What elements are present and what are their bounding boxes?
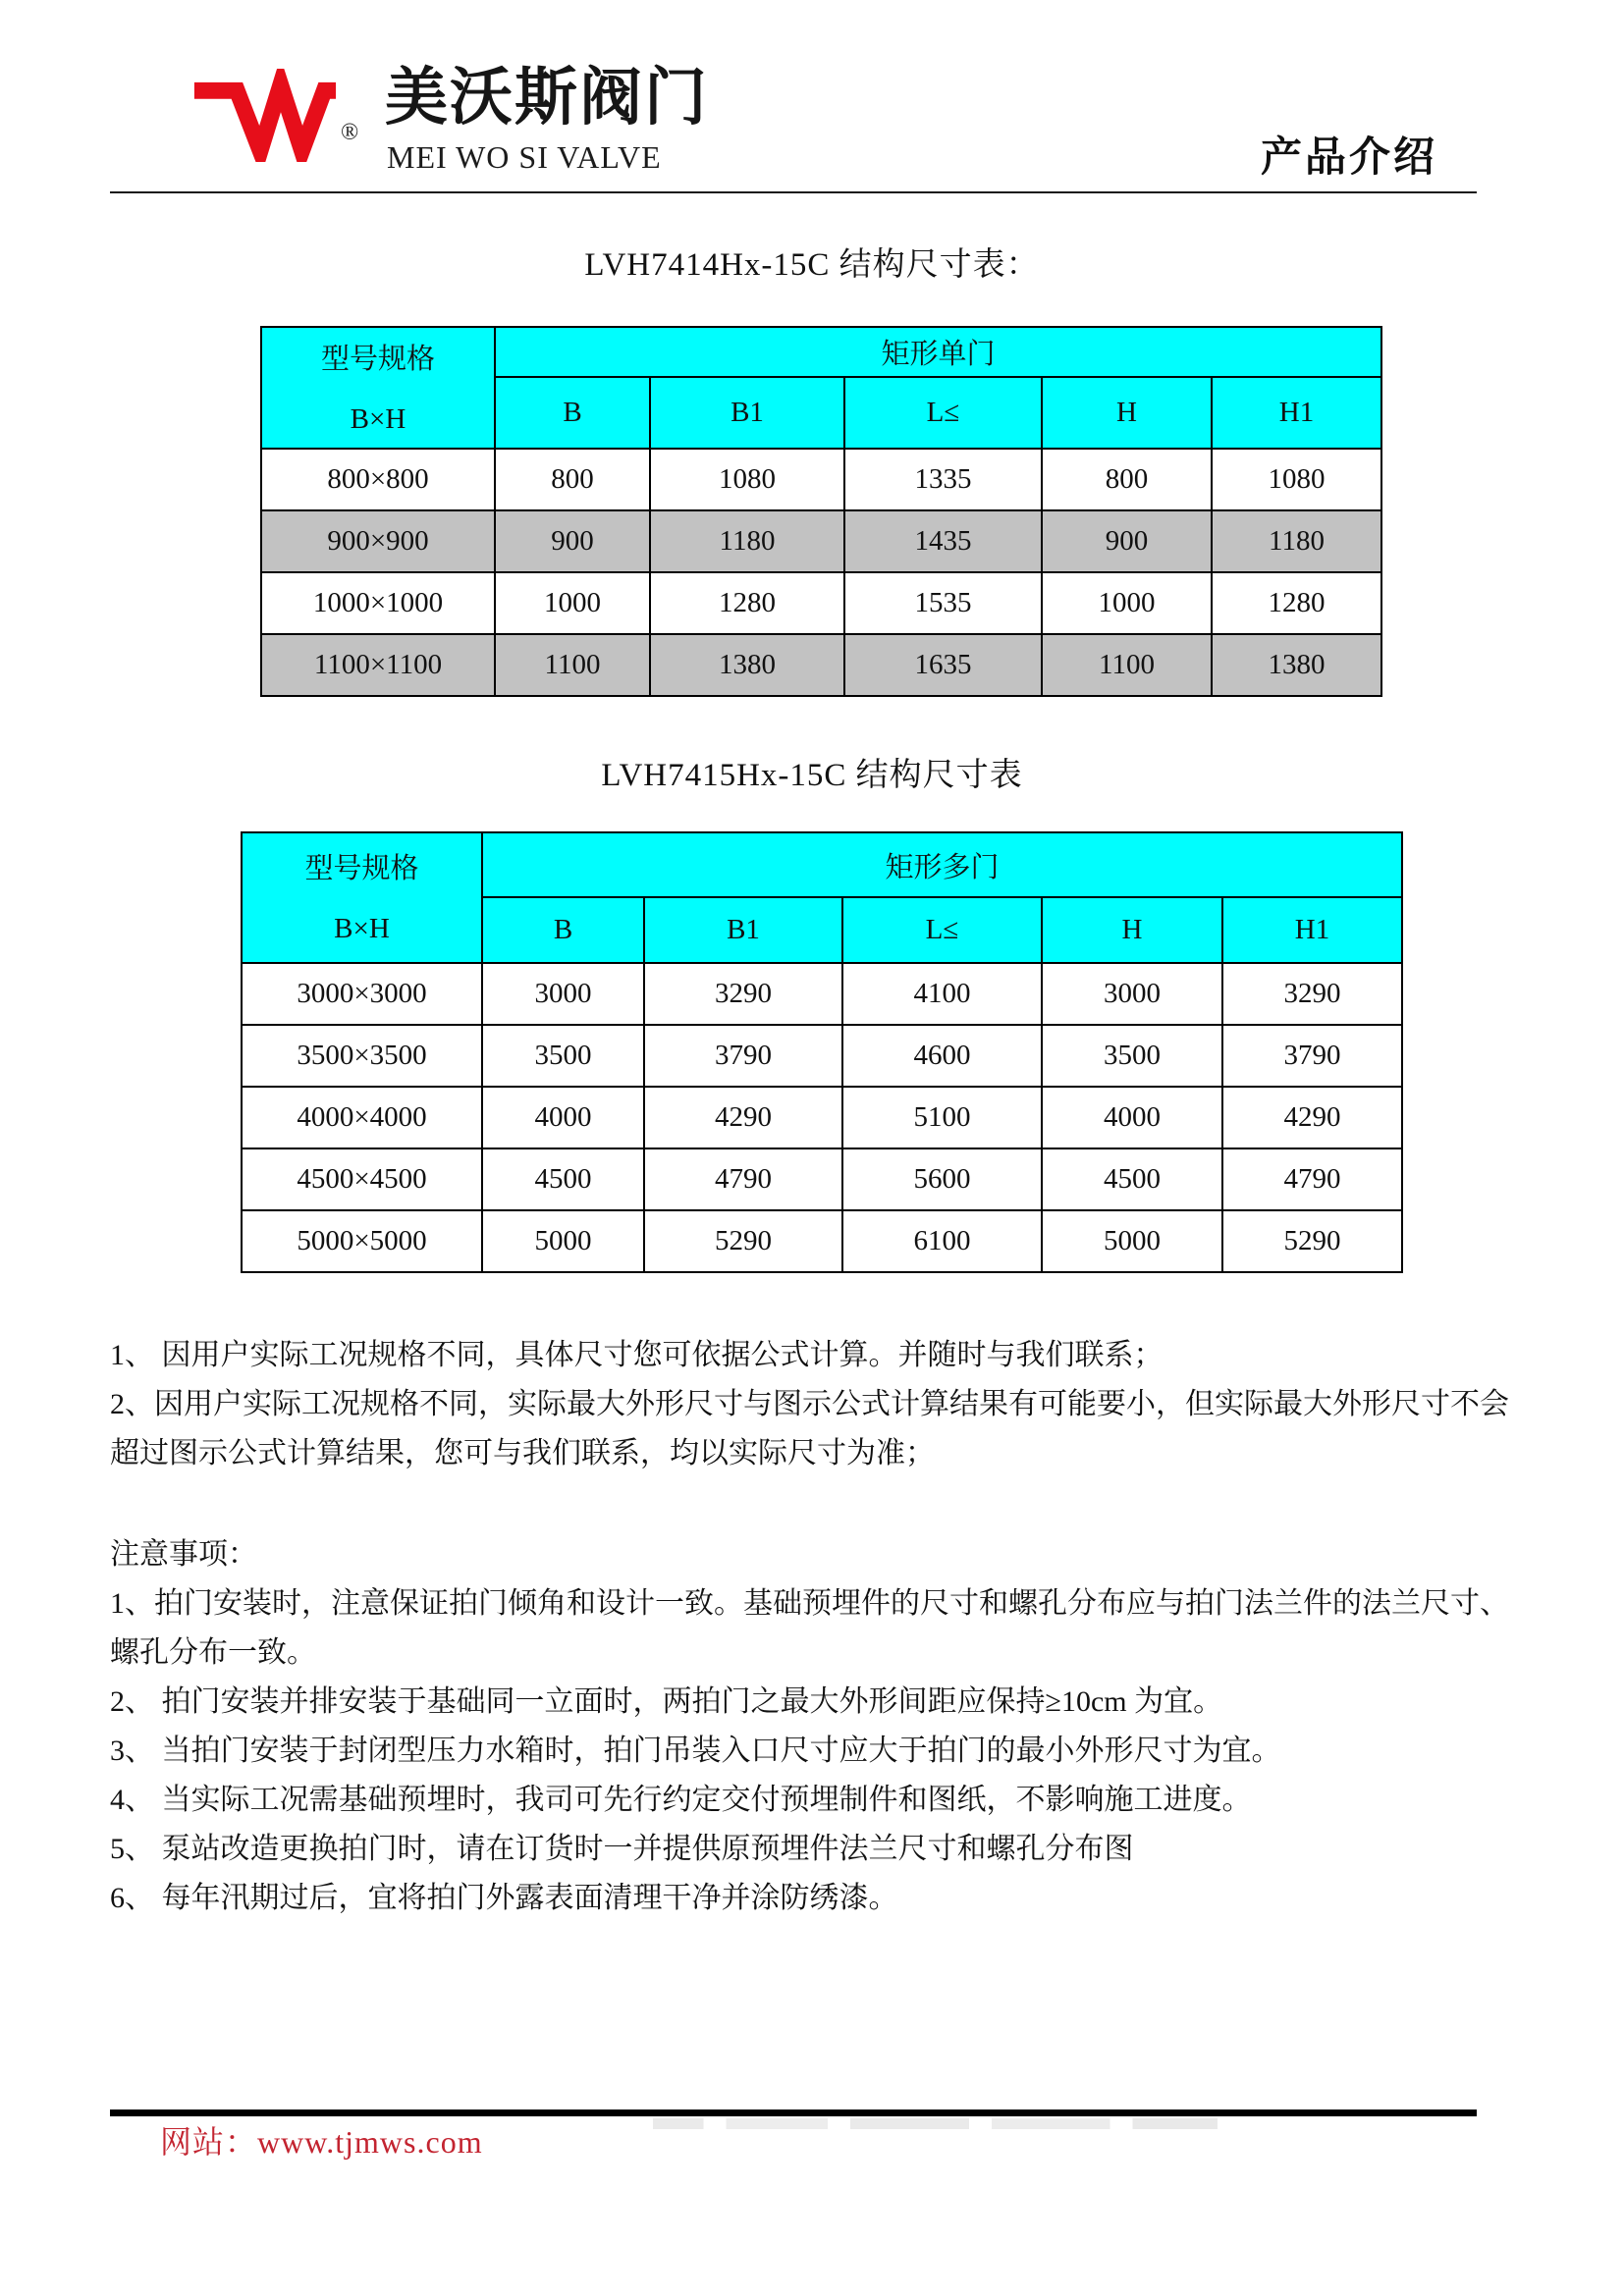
data-cell: 900 (495, 510, 650, 572)
data-cell: 4500 (482, 1148, 644, 1210)
data-cell: 3500 (482, 1025, 644, 1087)
column-header: B (482, 897, 644, 963)
data-cell: 4790 (1222, 1148, 1402, 1210)
spec-header-line2: B×H (350, 402, 406, 435)
registered-trademark-icon: ® (341, 120, 359, 145)
company-name-cn: 美沃斯阀门 (385, 63, 709, 133)
body-text (110, 1331, 1520, 1923)
data-cell: 1080 (1212, 449, 1381, 510)
spec-cell: 4500×4500 (242, 1148, 482, 1210)
column-header: L≤ (842, 897, 1042, 963)
company-logo-w-icon (187, 69, 342, 162)
spec-cell: 900×900 (261, 510, 495, 572)
note-item: 4、 当实际工况需基础预埋时，我司可先行约定交付预埋制件和图纸，不影响施工进度。 (110, 1784, 1252, 1816)
data-cell: 5600 (842, 1148, 1042, 1210)
data-cell: 4600 (842, 1025, 1042, 1087)
company-name-en: MEI WO SI VALVE (387, 139, 662, 175)
page-title: 产品介绍 (1261, 135, 1438, 181)
data-cell: 4790 (644, 1148, 842, 1210)
data-cell: 800 (1042, 449, 1212, 510)
table2-title: LVH7415Hx-15C 结构尺寸表 (601, 758, 1023, 793)
data-cell: 1280 (1212, 572, 1381, 634)
column-header: B1 (650, 377, 844, 449)
table-row (242, 1087, 1402, 1148)
table1-group-header-cell: 矩形单门 (495, 327, 1381, 377)
table-row (242, 1025, 1402, 1087)
table-row (261, 634, 1381, 696)
spacer (110, 1478, 1520, 1530)
column-header: H (1042, 377, 1212, 449)
data-cell: 5000 (482, 1210, 644, 1272)
data-cell: 3000 (1042, 963, 1222, 1025)
table2-spec-header-cell (242, 832, 482, 963)
table-lvh7415 (241, 831, 1403, 1273)
spec-cell: 5000×5000 (242, 1210, 482, 1272)
column-header: L≤ (844, 377, 1042, 449)
column-header: B1 (644, 897, 842, 963)
spec-cell: 3500×3500 (242, 1025, 482, 1087)
data-cell: 1000 (495, 572, 650, 634)
data-cell: 1335 (844, 449, 1042, 510)
spec-cell: 1100×1100 (261, 634, 495, 696)
table1-header-row (261, 327, 1381, 377)
data-cell: 1535 (844, 572, 1042, 634)
spec-header-line1: 型号规格 (320, 343, 435, 375)
note-item: 5、 泵站改造更换拍门时，请在订货时一并提供原预埋件法兰尺寸和螺孔分布图 (110, 1833, 1134, 1865)
table1-spec-header-cell (261, 327, 495, 449)
data-cell: 3790 (1222, 1025, 1402, 1087)
data-cell: 800 (495, 449, 650, 510)
data-cell: 5000 (1042, 1210, 1222, 1272)
data-cell: 4000 (1042, 1087, 1222, 1148)
table1-title: LVH7414Hx-15C 结构尺寸表： (584, 247, 1040, 283)
spec-cell: 3000×3000 (242, 963, 482, 1025)
table-row (261, 449, 1381, 510)
note-item: 1、拍门安装时，注意保证拍门倾角和设计一致。基础预埋件的尺寸和螺孔分布应与拍门法兰件的法兰尺寸、螺孔分布一致。 (110, 1587, 1509, 1669)
data-cell: 5100 (842, 1087, 1042, 1148)
table-row (261, 572, 1381, 634)
website-link[interactable]: 网站：www.tjmws.com (160, 2124, 483, 2160)
note-item: 3、 当拍门安装于封闭型压力水箱时，拍门吊装入口尺寸应大于拍门的最小外形尺寸为宜。 (110, 1735, 1281, 1767)
data-cell: 900 (1042, 510, 1212, 572)
faint-watermark (653, 2118, 1218, 2129)
table2-group-header-cell: 矩形多门 (482, 832, 1402, 897)
note-item: 2、 拍门安装并排安装于基础同一立面时，两拍门之最大外形间距应保持≥10cm 为宜。 (110, 1685, 1223, 1718)
spec-cell: 4000×4000 (242, 1087, 482, 1148)
paragraph: 1、 因用户实际工况规格不同，具体尺寸您可依据公式计算。并随时与我们联系； (110, 1339, 1164, 1371)
data-cell: 3000 (482, 963, 644, 1025)
header-rule (110, 191, 1477, 193)
table-row (242, 963, 1402, 1025)
data-cell: 3290 (644, 963, 842, 1025)
data-cell: 1280 (650, 572, 844, 634)
data-cell: 1435 (844, 510, 1042, 572)
table2-header-row (242, 832, 1402, 897)
spec-cell: 800×800 (261, 449, 495, 510)
spec-header-line2: B×H (334, 913, 390, 944)
data-cell: 1380 (650, 634, 844, 696)
data-cell: 1635 (844, 634, 1042, 696)
data-cell: 1080 (650, 449, 844, 510)
data-cell: 5290 (1222, 1210, 1402, 1272)
data-cell: 4500 (1042, 1148, 1222, 1210)
column-header: H (1042, 897, 1222, 963)
table-row (242, 1148, 1402, 1210)
column-header: H1 (1212, 377, 1381, 449)
data-cell: 5290 (644, 1210, 842, 1272)
data-cell: 4100 (842, 963, 1042, 1025)
data-cell: 1100 (1042, 634, 1212, 696)
data-cell: 1100 (495, 634, 650, 696)
data-cell: 6100 (842, 1210, 1042, 1272)
data-cell: 4000 (482, 1087, 644, 1148)
data-cell: 3290 (1222, 963, 1402, 1025)
table-lvh7414 (260, 326, 1382, 697)
footer-rule (110, 2109, 1477, 2116)
note-item: 6、 每年汛期过后，宜将拍门外露表面清理干净并涂防绣漆。 (110, 1882, 898, 1914)
data-cell: 4290 (1222, 1087, 1402, 1148)
data-cell: 3500 (1042, 1025, 1222, 1087)
column-header: B (495, 377, 650, 449)
data-cell: 1000 (1042, 572, 1212, 634)
data-cell: 1180 (1212, 510, 1381, 572)
table-row (261, 510, 1381, 572)
data-cell: 4290 (644, 1087, 842, 1148)
column-header: H1 (1222, 897, 1402, 963)
notes-title: 注意事项： (110, 1538, 257, 1571)
spec-header-line1: 型号规格 (304, 853, 419, 884)
data-cell: 1380 (1212, 634, 1381, 696)
spec-cell: 1000×1000 (261, 572, 495, 634)
data-cell: 3790 (644, 1025, 842, 1087)
data-cell: 1180 (650, 510, 844, 572)
paragraph: 2、因用户实际工况规格不同，实际最大外形尺寸与图示公式计算结果有可能要小，但实际最大外形尺寸不会超过图示公式计算结果，您可与我们联系，均以实际尺寸为准； (110, 1388, 1509, 1469)
table-row (242, 1210, 1402, 1272)
